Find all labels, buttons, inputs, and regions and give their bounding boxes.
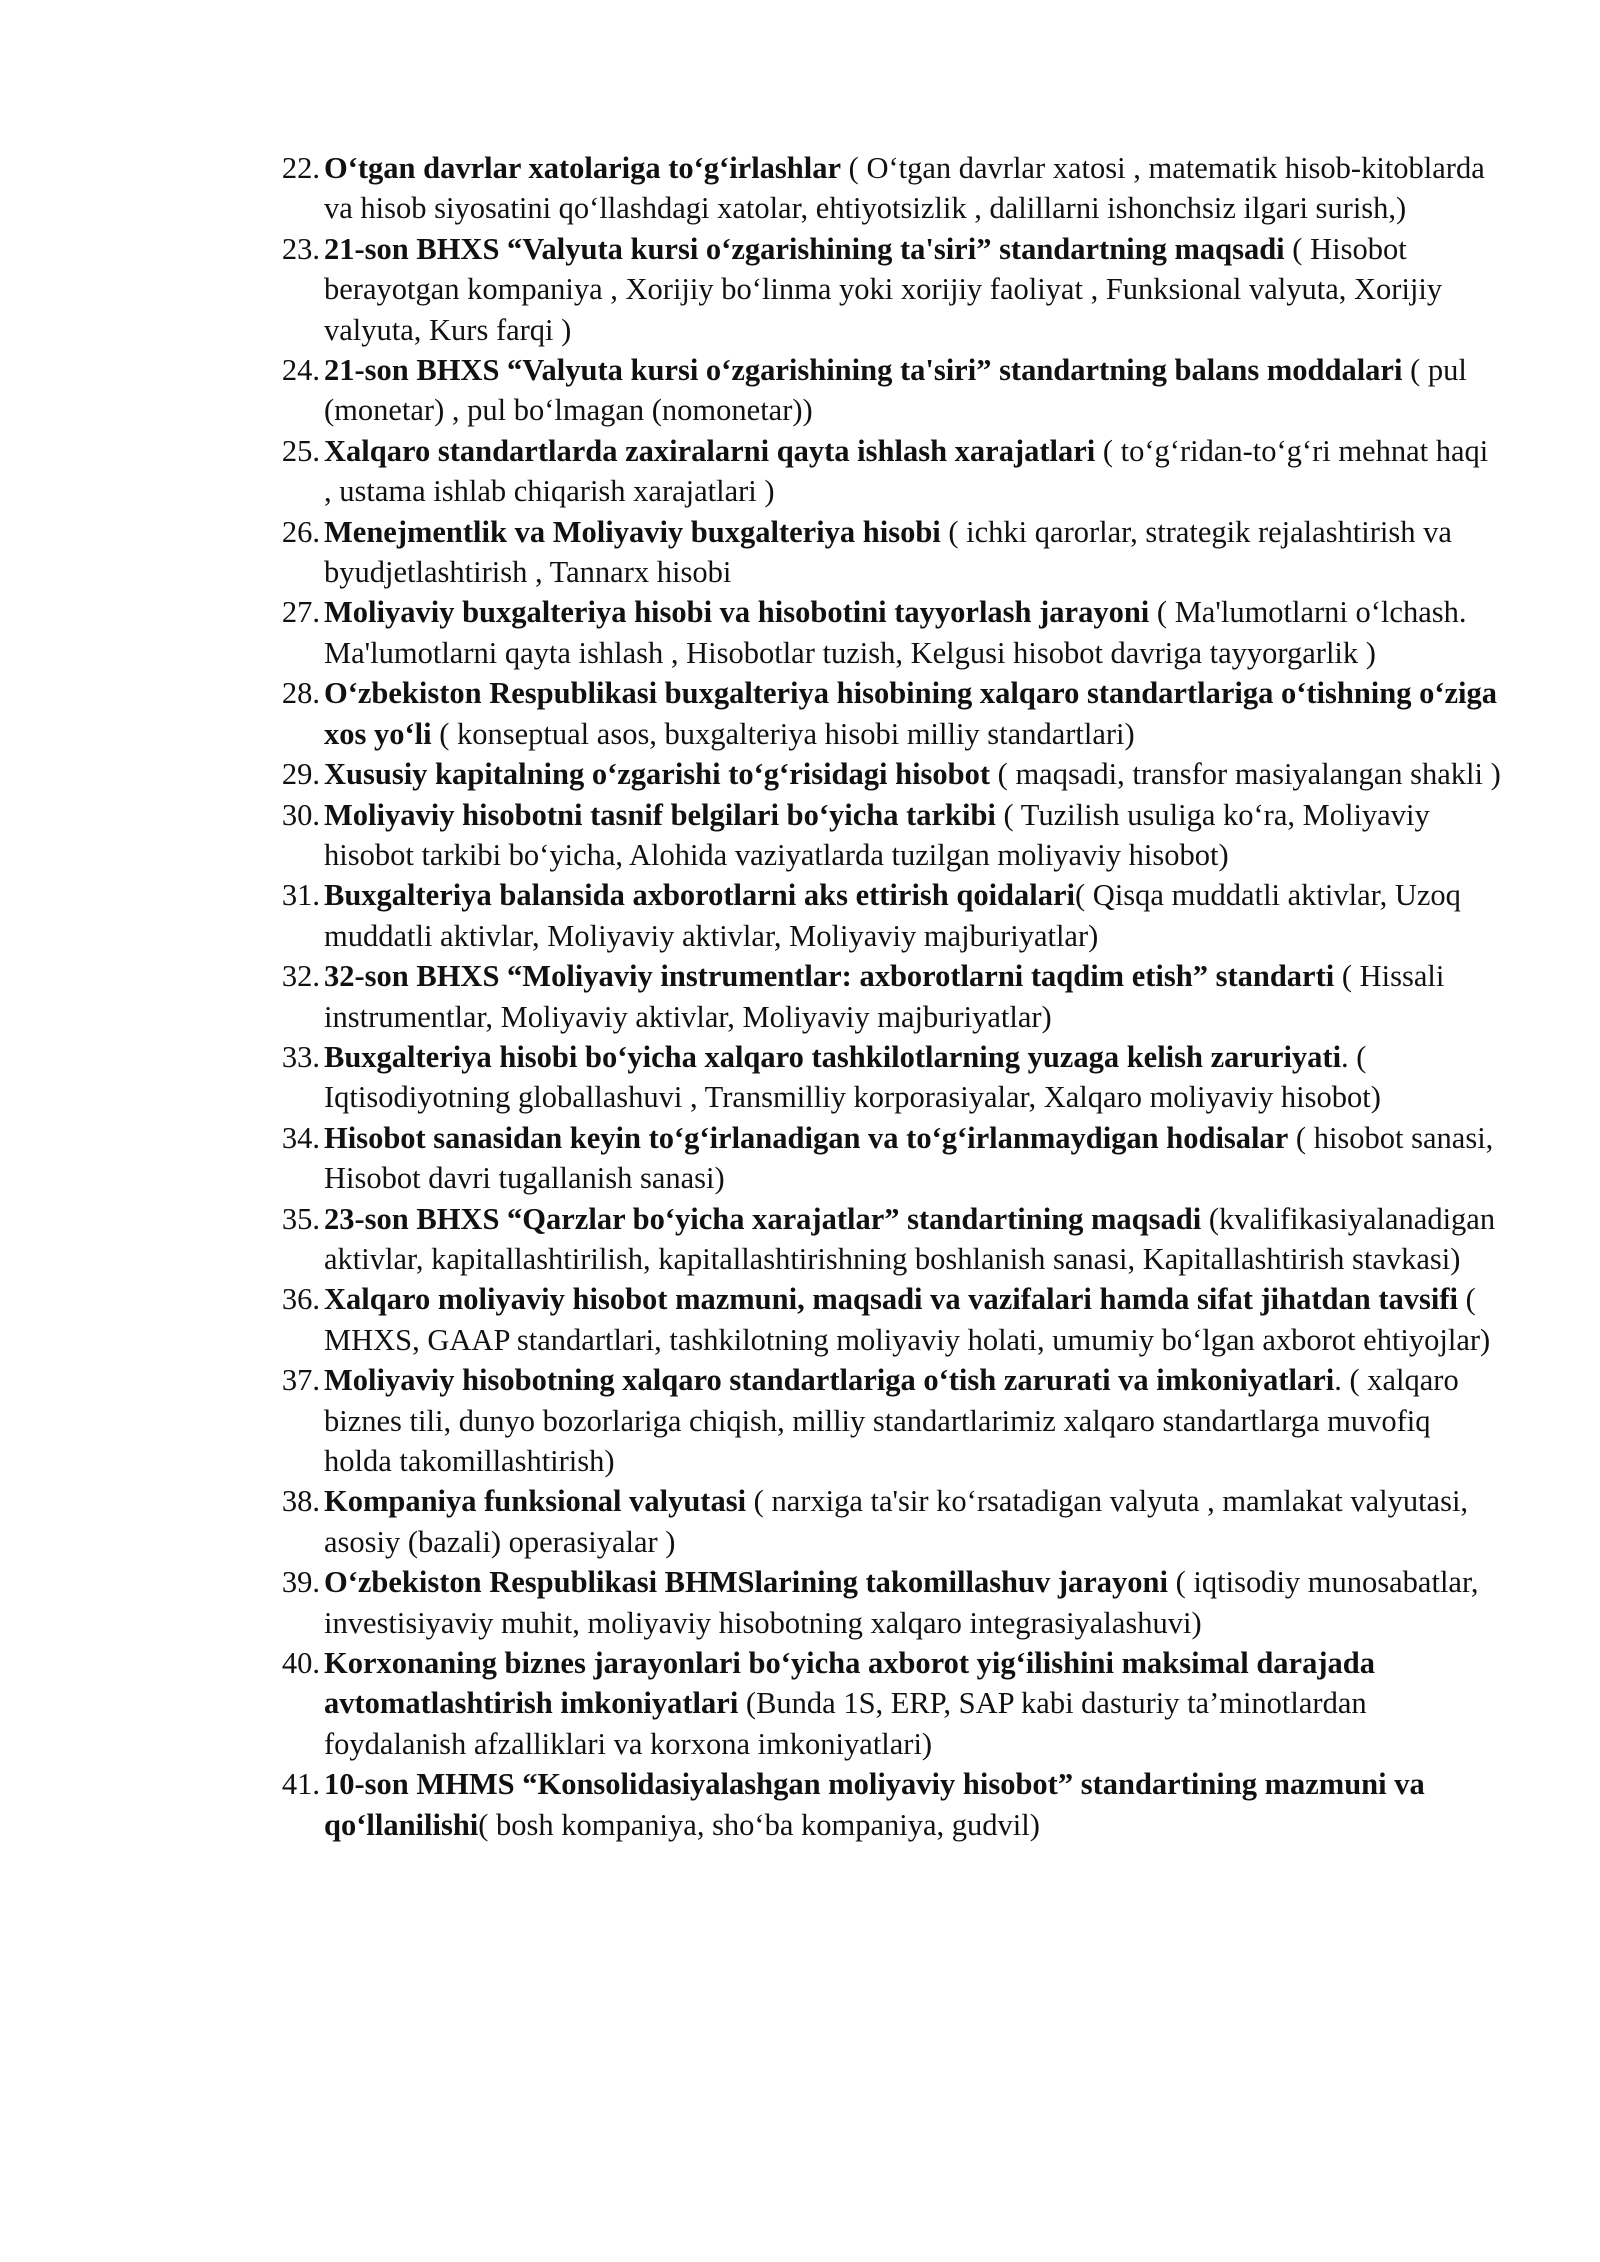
item-title: 32-son BHXS “Moliyaviy instrumentlar: axborotlarni taqdim etish” standarti xyxy=(324,959,1335,994)
item-number: 36. xyxy=(281,1282,320,1317)
list-item xyxy=(270,1360,1502,1481)
item-description: ( Hisobot berayotgan kompaniya , Xorijiy bo‘linma yoki xorijiy faoliyat , Funksional valyuta, Xorijiy valyuta, Kurs farqi ) xyxy=(324,231,1443,347)
list-item xyxy=(270,673,1502,754)
item-title: O‘zbekiston Respublikasi buxgalteriya hisobining xalqaro standartlariga o‘tishning o‘ziga xos yo‘li xyxy=(324,676,1498,751)
item-description: ( bosh kompaniya, sho‘ba kompaniya, gudvil) xyxy=(478,1807,1040,1842)
list-item xyxy=(270,592,1502,673)
item-title: Moliyaviy buxgalteriya hisobi va hisobotini tayyorlash jarayoni xyxy=(324,595,1150,630)
item-number: 24. xyxy=(281,353,320,388)
list-item xyxy=(270,1279,1502,1360)
item-title: 10-son MHMS “Konsolidasiyalashgan moliyaviy hisobot” standartining mazmuni va qo‘llanilishi xyxy=(324,1767,1425,1842)
question-list xyxy=(270,148,1502,1845)
item-description: ( Ma'lumotlarni o‘lchash. Ma'lumotlarni qayta ishlash , Hisobotlar tuzish, Kelgusi hisobot davriga tayyorgarlik ) xyxy=(324,595,1467,670)
item-number: 34. xyxy=(281,1120,320,1155)
item-title: Buxgalteriya hisobi bo‘yicha xalqaro tashkilotlarning yuzaga kelish zaruriyati xyxy=(324,1039,1342,1074)
item-number: 31. xyxy=(281,878,320,913)
item-number: 25. xyxy=(281,433,320,468)
list-item xyxy=(270,431,1502,512)
item-description: ( Qisqa muddatli aktivlar, Uzoq muddatli aktivlar, Moliyaviy aktivlar, Moliyaviy majburiyatlar) xyxy=(324,878,1461,953)
item-number: 27. xyxy=(281,595,320,630)
item-title: 21-son BHXS “Valyuta kursi o‘zgarishining ta'siri” standartning maqsadi xyxy=(324,231,1285,266)
list-item xyxy=(270,795,1502,876)
item-description: (Bunda 1S, ERP, SAP kabi dasturiy ta’minotlardan foydalanish afzalliklari va korxona imkoniyatlari) xyxy=(324,1686,1367,1761)
item-number: 29. xyxy=(281,757,320,792)
list-item xyxy=(270,1643,1502,1764)
item-number: 23. xyxy=(281,231,320,266)
list-item xyxy=(270,512,1502,593)
list-item xyxy=(270,350,1502,431)
list-item xyxy=(270,1118,1502,1199)
item-number: 28. xyxy=(281,676,320,711)
list-item xyxy=(270,1764,1502,1845)
list-item xyxy=(270,229,1502,350)
item-title: Moliyaviy hisobotning xalqaro standartlariga o‘tish zarurati va imkoniyatlari xyxy=(324,1363,1335,1398)
list-item xyxy=(270,1481,1502,1562)
item-title: O‘zbekiston Respublikasi BHMSlarining takomillashuv jarayoni xyxy=(324,1565,1168,1600)
item-description: ( O‘tgan davrlar xatosi , matematik hisob-kitoblarda va hisob siyosatini qo‘llashdagi xatolar, ehtiyotsizlik , dalillarni ishonchsiz ilgari surish,) xyxy=(324,151,1485,226)
item-title: O‘tgan davrlar xatolariga to‘g‘irlashlar xyxy=(324,151,842,185)
item-description: ( Hissali instrumentlar, Moliyaviy aktivlar, Moliyaviy majburiyatlar) xyxy=(324,959,1445,1034)
item-number: 41. xyxy=(281,1767,320,1802)
item-number: 30. xyxy=(281,797,320,832)
item-number: 38. xyxy=(281,1484,320,1519)
item-description: ( narxiga ta'sir ko‘rsatadigan valyuta , mamlakat valyutasi, asosiy (bazali) operasiyalar ) xyxy=(324,1484,1469,1559)
item-description: ( iqtisodiy munosabatlar, investisiyaviy muhit, moliyaviy hisobotning xalqaro integrasiyalashuvi) xyxy=(324,1565,1479,1640)
list-item xyxy=(270,754,1502,794)
item-description: ( ichki qarorlar, strategik rejalashtirish va byudjetlashtirish , Tannarx hisobi xyxy=(324,514,1452,590)
item-description: ( to‘g‘ridan-to‘g‘ri mehnat haqi , ustama ishlab chiqarish xarajatlari ) xyxy=(324,433,1489,509)
item-number: 22. xyxy=(281,151,320,185)
list-item xyxy=(270,1562,1502,1643)
list-item xyxy=(270,1199,1502,1280)
item-description: ( MHXS, GAAP standartlari, tashkilotning moliyaviy holati, umumiy bo‘lgan axborot ehtiyojlar) xyxy=(324,1282,1491,1357)
item-title: Hisobot sanasidan keyin to‘g‘irlanadigan va to‘g‘irlanmaydigan hodisalar xyxy=(324,1120,1289,1155)
item-description: ( konseptual asos, buxgalteriya hisobi milliy standartlari) xyxy=(431,716,1135,751)
item-title: 23-son BHXS “Qarzlar bo‘yicha xarajatlar” standartining maqsadi xyxy=(324,1201,1202,1236)
item-title: Korxonaning biznes jarayonlari bo‘yicha axborot yig‘ilishini maksimal darajada avtomatlashtirish imkoniyatlari xyxy=(324,1646,1375,1721)
item-number: 32. xyxy=(281,959,320,994)
item-title: Moliyaviy hisobotni tasnif belgilari bo‘yicha tarkibi xyxy=(324,797,996,832)
item-title: Xalqaro standartlarda zaxiralarni qayta ishlash xarajatlari xyxy=(324,433,1096,468)
list-item xyxy=(270,956,1502,1037)
item-title: 21-son BHXS “Valyuta kursi o‘zgarishining ta'siri” standartning balans moddalari xyxy=(324,353,1403,388)
item-title: Menejmentlik va Moliyaviy buxgalteriya hisobi xyxy=(324,514,941,549)
item-title: Buxgalteriya balansida axborotlarni aks ettirish qoidalari xyxy=(324,878,1076,913)
item-number: 40. xyxy=(281,1646,320,1681)
item-title: Xalqaro moliyaviy hisobot mazmuni, maqsadi va vazifalari hamda sifat jihatdan tavsifi xyxy=(324,1282,1458,1317)
item-number: 37. xyxy=(281,1363,320,1398)
item-description: ( hisobot sanasi, Hisobot davri tugallanish sanasi) xyxy=(324,1120,1494,1196)
list-item xyxy=(270,148,1502,229)
item-description: . ( xalqaro biznes tili, dunyo bozorlariga chiqish, milliy standartlarimiz xalqaro standartlarga muvofiq holda takomillashtirish) xyxy=(324,1363,1459,1478)
list-item xyxy=(270,1037,1502,1118)
item-number: 39. xyxy=(281,1565,320,1600)
item-number: 35. xyxy=(281,1201,320,1236)
item-description: ( pul (monetar) , pul bo‘lmagan (nomonetar)) xyxy=(324,353,1467,428)
item-number: 26. xyxy=(281,514,320,549)
list-item xyxy=(270,875,1502,956)
item-title: Xususiy kapitalning o‘zgarishi to‘g‘risidagi hisobot xyxy=(324,757,991,792)
item-description: ( Tuzilish usuliga ko‘ra, Moliyaviy hisobot tarkibi bo‘yicha, Alohida vaziyatlarda tuzilgan moliyaviy hisobot) xyxy=(324,797,1430,872)
item-title: Kompaniya funksional valyutasi xyxy=(324,1484,747,1519)
item-description: (kvalifikasiyalanadigan aktivlar, kapitallashtirilish, kapitallashtirishning boshlanish sanasi, Kapitallashtirish stavkasi) xyxy=(324,1201,1496,1276)
item-description: ( maqsadi, transfor masiyalangan shakli ) xyxy=(990,757,1501,792)
item-number: 33. xyxy=(281,1039,320,1074)
item-description: . ( Iqtisodiyotning globallashuvi , Transmilliy korporasiyalar, Xalqaro moliyaviy hisobot) xyxy=(324,1039,1381,1115)
